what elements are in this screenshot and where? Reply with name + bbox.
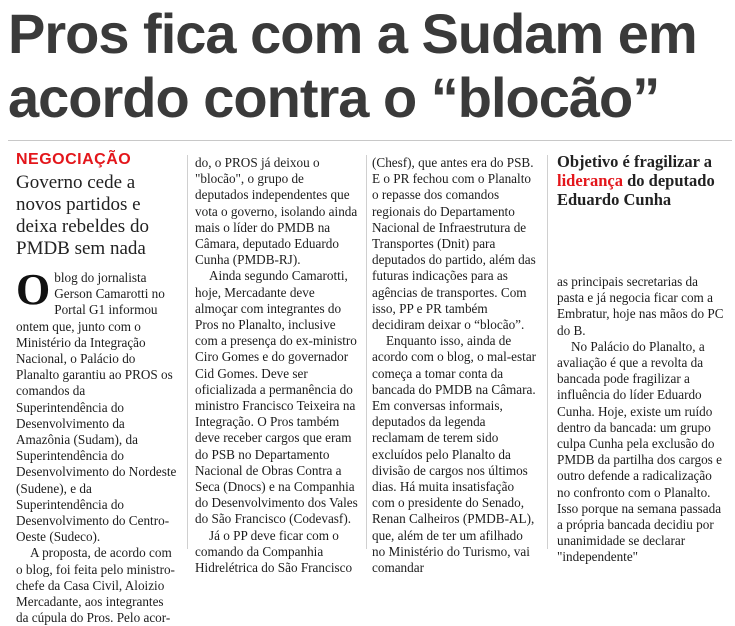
body-paragraph: Já o PP deve ficar com o comando da Companhia Hidrelétrica do São Francisco [195,527,353,576]
pull-quote-after: do deputado Eduardo Cunha [557,171,715,209]
pull-quote-highlight: liderança [557,171,623,190]
column-divider [366,155,367,549]
column-divider [187,155,188,549]
body-column-3 [372,155,537,576]
body-paragraph-text: blog do jornalista Gerson Camarotti no Portal G1 informou ontem que, junto com o Ministério da Integração Nacional, o Palácio do Planalto garantiu ao PROS os comandos da Superintendência do Desenvolvimento da Amazônia (Sudam), da Superintendência do Desenvolvimento do Nordeste (Sudene), e da Superintendência do Desenvolvimento do Centro-Oeste (Sudeco). [16,270,177,545]
body-paragraph: (Chesf), que antes era do PSB. E o PR fechou com o Planalto o repasse dos comandos regionais do Departamento Nacional de Infraestrutura de Transportes (Dnit) para deputados do partido, além das futuras indicações para as agências de transportes. Com isso, PP e PR também decidiram deixar o “blocão”. [372,155,536,333]
headline-rule [8,140,732,141]
body-paragraph: Enquanto isso, ainda de acordo com o blog, o mal-estar começa a tomar conta da bancada do PMDB na Câmara. Em conversas informais, deputados da legenda reclamam de terem sido excluídos pelo Planalto da divisão de cargos nos últimos dias. Há muita insatisfação com o presidente do Senado, Renan Calheiros (PMDB-AL), que, além de ter um afilhado no Ministério do Turismo, vai comandar [372,333,537,576]
deck: Governo cede a novos partidos e deixa rebeldes do PMDB sem nada [16,172,149,259]
body-column-2 [195,155,359,576]
body-paragraph [16,265,178,545]
column-divider [547,155,548,549]
headline: Pros fica com a Sudam em acordo contra o “blocão” [8,2,697,129]
dropcap: O [16,265,51,314]
section-kicker: NEGOCIAÇÃO [16,151,132,168]
body-paragraph: as principais secretarias da pasta e já negocia ficar com a Embratur, hoje nas mãos do PC do B. [557,274,724,338]
body-paragraph: A proposta, de acordo com o blog, foi feita pelo ministro-chefe da Casa Civil, Aloizio Mercadante, aos integrantes da cúpula do Pros. Pelo acor- [16,545,175,626]
body-column-4 [557,274,727,566]
pull-quote-before: Objetivo é fragilizar a [557,152,713,171]
body-paragraph: Ainda segundo Camarotti, hoje, Mercadante deve almoçar com integrantes do Pros no Planalto, inclusive com a presença do ex-ministro Ciro Gomes e do governador Cid Gomes. Deve ser oficializada a permanência do ministro Francisco Teixeira na Integração. O Pros também deve receber cargos que eram do PSB no Departamento Nacional de Obras Contra a Seca (Dnocs) e na Companhia do Desenvolvimento dos Vales do São Francisco (Codevasf). [195,268,358,527]
body-paragraph: do, o PROS já deixou o "blocão", o grupo de deputados independentes que vota o governo, isolando ainda mais o líder do PMDB na Câmara, deputado Eduardo Cunha (PMDB-RJ). [195,155,358,268]
body-column-1 [16,265,178,626]
pull-quote-text [557,152,729,209]
body-paragraph: No Palácio do Planalto, a avaliação é que a revolta da bancada pode fragilizar a influência do líder Eduardo Cunha. Hoje, existe um ruído dentro da bancada: um grupo culpa Cunha pela exclusão do PMDB da partilha dos cargos e outro defende a radicalização no confronto com o Planalto. Isso porque na semana passada a própria bancada decidiu por unanimidade se declarar "independente" [557,338,722,565]
